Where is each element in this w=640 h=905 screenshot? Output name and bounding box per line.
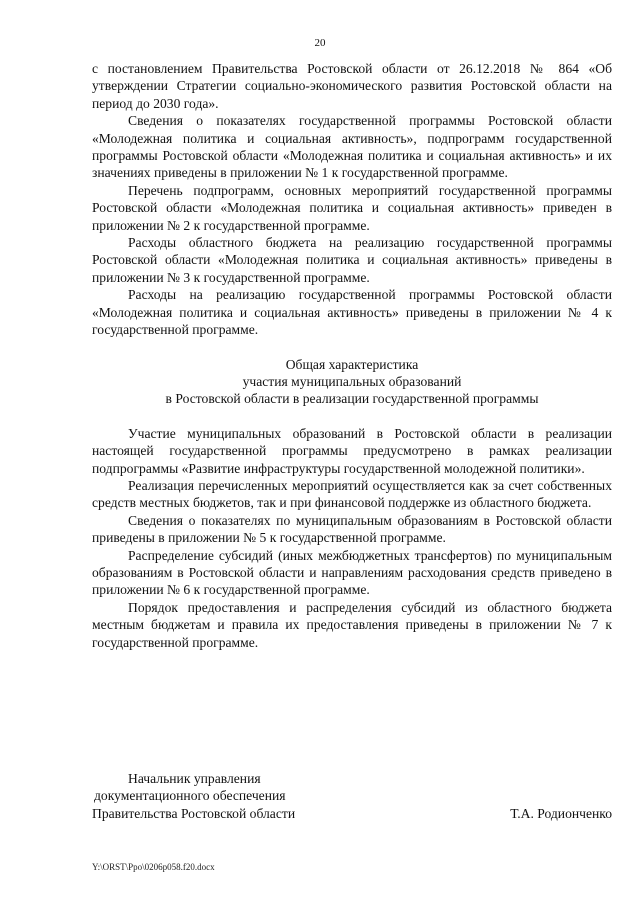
signatory-title-line: Правительства Ростовской области [92, 805, 296, 821]
paragraph: Реализация перечисленных мероприятий осуществляется как за счет собственных средств местных бюджетов, так и при финансовой поддержке из областного бюджета. [92, 477, 612, 511]
paragraph: Сведения о показателях государственной программы Ростовской области «Молодежная политика и социальная активность», подпрограмм государственной программы Ростовской области «Молодежная политика и социальная активность» и их значениях приведены в приложении № 1 к государственной программе. [92, 113, 612, 181]
document-body [92, 60, 612, 651]
signatory-name: Т.А. Родионченко [510, 805, 612, 821]
paragraph: Перечень подпрограмм, основных мероприятий государственной программы Ростовской области «Молодежная политика и социальная активность» приведен в приложении № 2 к государственной программе. [92, 182, 612, 233]
file-path-footer: Y:\ORST\Ppo\0206p058.f20.docx [92, 862, 215, 872]
paragraph: Расходы областного бюджета на реализацию государственной программы Ростовской области «Молодежная политика и социальная активность» приведены в приложении № 3 к государственной программе. [92, 235, 612, 285]
signatory-title-line: Начальник управления [128, 771, 261, 786]
paragraph: Порядок предоставления и распределения субсидий из областного бюджета местным бюджетам и правила их предоставления приведены в приложении № 7 к государственной программе. [92, 599, 612, 650]
paragraph: с постановлением Правительства Ростовской области от 26.12.2018 № 864 «Об утверждении Стратегии социально-экономического развития Ростовской области на период до 2030 года». [92, 61, 612, 111]
paragraph: Сведения о показателях по муниципальным образованиям в Ростовской области приведены в приложении № 5 к государственной программе. [92, 512, 612, 546]
page-number: 20 [314, 37, 326, 49]
signatory-title-line: документационного обеспечения [94, 788, 286, 804]
paragraph: Распределение субсидий (иных межбюджетных трансфертов) по муниципальным образованиям в Ростовской области и направлениям расходования средств приведено в приложении № 6 к государственной программе. [92, 547, 612, 598]
paragraph: Участие муниципальных образований в Ростовской области в реализации настоящей государственной программы предусмотрено в рамках реализации подпрограммы «Развитие инфраструктуры государственной молодежной политики». [92, 425, 612, 476]
section-heading [92, 356, 612, 408]
heading-line: Общая характеристика [285, 356, 419, 372]
heading-line: участия муниципальных образований [242, 373, 462, 389]
signature-block [92, 770, 612, 822]
heading-line: в Ростовской области в реализации государственной программы [165, 391, 539, 407]
paragraph: Расходы на реализацию государственной программы Ростовской области «Молодежная политика и социальная активность» приведены в приложении № 4 к государственной программе. [92, 287, 612, 338]
